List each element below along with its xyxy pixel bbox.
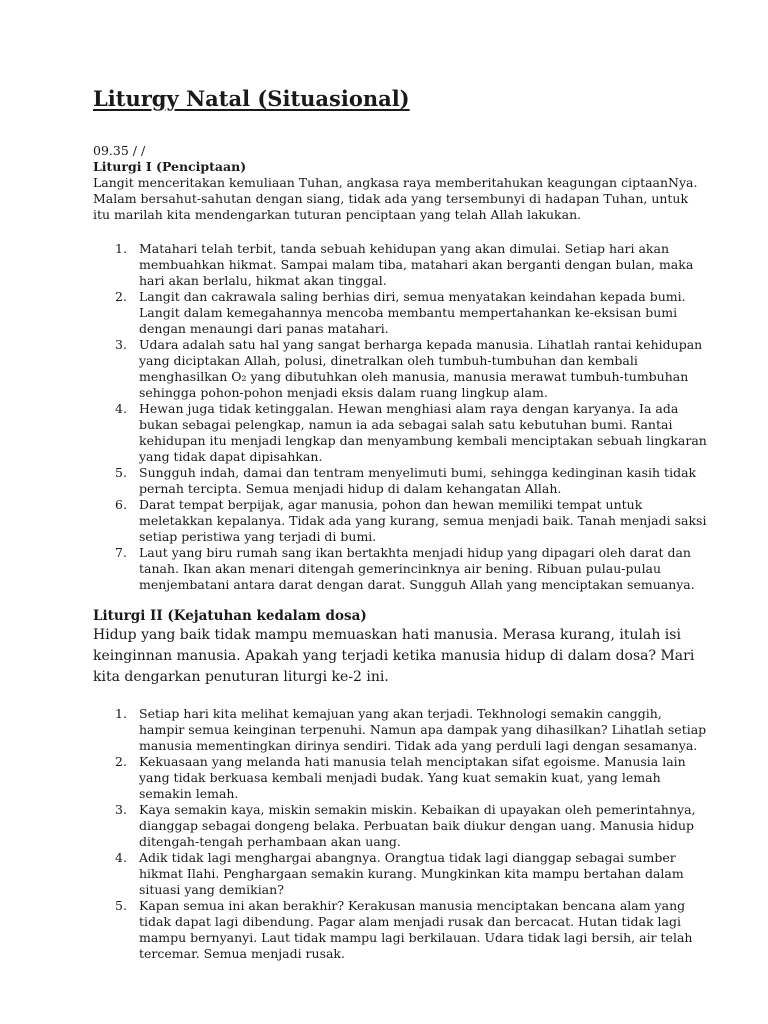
list-number: 2. — [115, 754, 127, 769]
list-number: 1. — [115, 706, 127, 721]
list-text: Hewan juga tidak ketinggalan. Hewan menghiasi alam raya dengan karyanya. Ia ada bukan sebagai pelengkap, namun ia ada sebagai salah satu kebutuhan bumi. Rantai kehidupan itu menjadi lengkap dan menyambung kembali menciptakan sebuah lingkaran yang tidak dapat dipisahkan. — [139, 401, 707, 464]
list-text: Kekuasaan yang melanda hati manusia telah menciptakan sifat egoisme. Manusia lain yang tidak berkuasa kembali menjadi budak. Yang kuat semakin kuat, yang lemah semakin lemah. — [139, 754, 686, 801]
list-text: Darat tempat berpijak, agar manusia, pohon dan hewan memiliki tempat untuk meletakkan kepalanya. Tidak ada yang kurang, semua menjadi baik. Tanah menjadi saksi setiap peristiwa yang terjadi di bumi. — [139, 497, 707, 544]
list-number: 1. — [115, 241, 127, 256]
list-text: Laut yang biru rumah sang ikan bertakhta menjadi hidup yang dipagari oleh darat dan tanah. Ikan akan menari ditengah gemerincinknya air bening. Ribuan pulau-pulau menjembatani antara darat dengan darat. Sungguh Allah yang menciptakan semuanya. — [139, 545, 695, 592]
list-text: Matahari telah terbit, tanda sebuah kehidupan yang akan dimulai. Setiap hari akan membuahkan hikmat. Sampai malam tiba, matahari akan berganti dengan bulan, maka hari akan berlalu, hikmat akan tinggal. — [139, 241, 694, 288]
list-item — [93, 802, 708, 850]
list-item — [93, 241, 708, 289]
list-item — [93, 337, 708, 401]
section1-list — [93, 241, 708, 593]
list-number: 6. — [115, 497, 127, 512]
list-number: 7. — [115, 545, 127, 560]
list-item — [93, 289, 708, 337]
time-stamp: 09.35 / / — [93, 143, 146, 158]
list-number: 3. — [115, 337, 127, 352]
list-number: 5. — [115, 465, 127, 480]
list-item — [93, 497, 708, 545]
list-number: 4. — [115, 401, 127, 416]
list-item — [93, 706, 708, 754]
list-text: Adik tidak lagi menghargai abangnya. Orangtua tidak lagi dianggap sebagai sumber hikmat Ilahi. Penghargaan semakin kurang. Mungkinkan kita mampu bertahan dalam situasi yang demikian? — [139, 850, 684, 897]
list-item — [93, 465, 708, 497]
list-item — [93, 401, 708, 465]
list-item — [93, 898, 708, 962]
section2-intro: Hidup yang baik tidak mampu memuaskan hati manusia. Merasa kurang, itulah isi keinginnan manusia. Apakah yang terjadi ketika manusia hidup di dalam dosa? Mari kita dengarkan penuturan liturgi ke-2 ini. — [93, 627, 695, 685]
list-text: Setiap hari kita melihat kemajuan yang akan terjadi. Tekhnologi semakin canggih, hampir semua keinginan terpenuhi. Namun apa dampak yang dihasilkan? Lihatlah setiap manusia mementingkan dirinya sendiri. Tidak ada yang perduli lagi dengan sesamanya. — [139, 706, 707, 753]
list-text: Langit dan cakrawala saling berhias diri, semua menyatakan keindahan kepada bumi. Langit dalam kemegahannya mencoba membantu mempertahankan ke-eksisan bumi dengan menaungi dari panas matahari. — [139, 289, 686, 336]
list-text: Kapan semua ini akan berakhir? Kerakusan manusia menciptakan bencana alam yang tidak dapat lagi dibendung. Pagar alam menjadi rusak dan bercacat. Hutan tidak lagi mampu bernyanyi. Laut tidak mampu lagi berkilauan. Udara tidak lagi bersih, air telah tercemar. Semua menjadi rusak. — [139, 898, 693, 961]
section2-list — [93, 706, 708, 962]
list-number: 5. — [115, 898, 127, 913]
section1-intro: Langit menceritakan kemuliaan Tuhan, angkasa raya memberitahukan keagungan ciptaanNya. Malam bersahut-sahutan dengan siang, tidak ada yang tersembunyi di hadapan Tuhan, untuk itu marilah kita mendengarkan tuturan penciptaan yang telah Allah lakukan. — [93, 175, 698, 222]
list-text: Sungguh indah, damai dan tentram menyelimuti bumi, sehingga kedinginan kasih tidak pernah tercipta. Semua menjadi hidup di dalam kehangatan Allah. — [139, 465, 697, 496]
list-item — [93, 545, 708, 593]
list-number: 2. — [115, 289, 127, 304]
list-text: Kaya semakin kaya, miskin semakin miskin. Kebaikan di upayakan oleh pemerintahnya, dianggap sebagai dongeng belaka. Perbuatan baik diukur dengan uang. Manusia hidup ditengah-tengah perhambaan akan uang. — [139, 802, 696, 849]
list-item — [93, 850, 708, 898]
section1-heading: Liturgi I (Penciptaan) — [93, 159, 247, 174]
list-item — [93, 754, 708, 802]
list-number: 3. — [115, 802, 127, 817]
document-title: Liturgy Natal (Situasional) — [93, 86, 410, 111]
list-text: Udara adalah satu hal yang sangat berharga kepada manusia. Lihatlah rantai kehidupan yang diciptakan Allah, polusi, dinetralkan oleh tumbuh-tumbuhan dan kembali menghasilkan O₂ yang dibutuhkan oleh manusia, manusia merawat tumbuh-tumbuhan sehingga pohon-pohon menjadi eksis dalam ruang lingkup alam. — [139, 337, 703, 400]
list-number: 4. — [115, 850, 127, 865]
section2-heading: Liturgi II (Kejatuhan kedalam dosa) — [93, 608, 367, 624]
